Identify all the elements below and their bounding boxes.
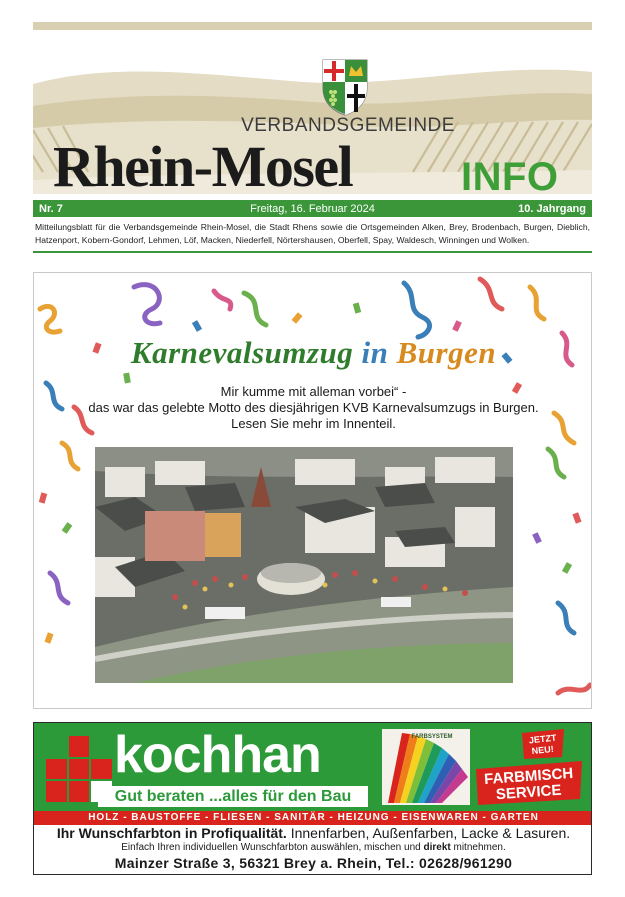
ad-brand-name: kochhan — [114, 726, 321, 784]
kochhan-advertisement[interactable] — [33, 722, 592, 875]
ad-slogan: Gut beraten ...alles für den Bau — [98, 786, 368, 807]
coat-of-arms-icon — [321, 58, 369, 116]
issue-number: Nr. 7 — [39, 202, 63, 215]
mixing-service-badge — [474, 761, 584, 805]
issue-volume: 10. Jahrgang — [518, 202, 586, 215]
publisher-kicker: VERBANDSGEMEINDE — [241, 115, 455, 136]
publication-subtitle: Mitteilungsblatt für die Verbandsgemeinde Rhein-Mosel, die Stadt Rhens sowie die Ortsgemeinden Alken, Brey, Brodenbach, Burgen, Dieblich, Hatzenport, Kobern-Gondorf, Lehmen, Löf, Macken, Niederfell, Nörtershausen, Oberfell, Spay, Waldesch, Winningen und Wolken. — [33, 219, 592, 253]
headline-part-2: in — [353, 335, 397, 370]
fan-label: FARBSYSTEM — [411, 734, 453, 740]
teaser-line-3: Lesen Sie mehr im Innenteil. — [231, 416, 396, 431]
ad-description — [34, 842, 592, 854]
svg-text:JETZT: JETZT — [528, 732, 557, 746]
teaser-line-1: Mir kumme mit alleman vorbei“ - — [220, 384, 407, 399]
feature-teaser — [54, 384, 573, 432]
ad-headline-bold: Ihr Wunschfarbton in Profiqualität. — [56, 825, 287, 841]
feature-article[interactable] — [33, 272, 592, 709]
ad-banner — [34, 723, 592, 811]
service-line-2: SERVICE — [495, 781, 562, 804]
ad-description-bold: direkt — [423, 842, 451, 853]
ad-address[interactable]: Mainzer Straße 3, 56321 Brey a. Rhein, Tel.: 02628/961290 — [114, 855, 513, 871]
issue-bar — [33, 200, 592, 217]
headline-part-1: Karnevalsumzug — [130, 335, 354, 370]
issue-date: Freitag, 16. Februar 2024 — [250, 202, 375, 215]
ad-description-b: mitnehmen. — [450, 842, 506, 853]
new-badge — [520, 729, 566, 759]
masthead-title-accent: INFO — [461, 155, 559, 194]
parade-aerial-photo — [95, 447, 513, 683]
headline-part-3: Burgen — [396, 335, 497, 370]
teaser-line-2: das war das gelebte Motto des diesjährigen KVB Karnevalsumzugs in Burgen. — [88, 400, 539, 415]
color-fan-icon — [382, 729, 470, 805]
ad-description-a: Einfach Ihren individuellen Wunschfarbton auswählen, mischen und — [121, 842, 424, 853]
ad-headline — [34, 825, 592, 842]
ad-categories: HOLZ - BAUSTOFFE - FLIESEN - SANITÄR - HEIZUNG - EISENWAREN - GARTEN — [34, 811, 592, 825]
service-line-1: FARBMISCH — [483, 764, 574, 789]
ad-headline-rest: Innenfarben, Außenfarben, Lacke & Lasuren. — [286, 825, 571, 841]
svg-text:NEU!: NEU! — [531, 743, 555, 757]
feature-headline — [34, 335, 592, 371]
masthead — [33, 22, 592, 194]
masthead-title: Rhein-Mosel — [53, 134, 353, 194]
